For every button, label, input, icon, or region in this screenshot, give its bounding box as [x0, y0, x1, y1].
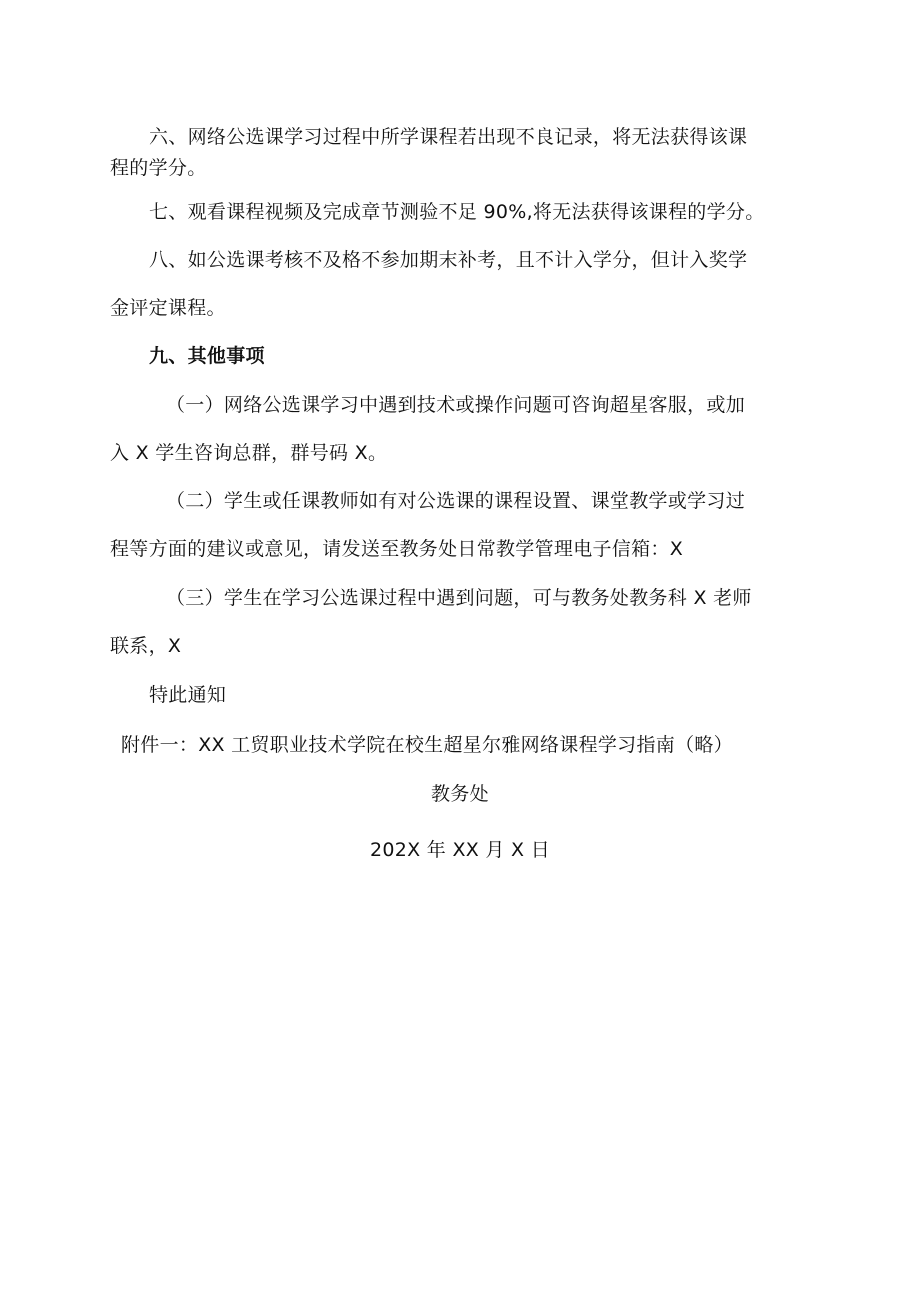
item-6-line-2: 程的学分。: [110, 157, 207, 179]
closing-text: 特此通知: [149, 684, 227, 706]
signature: 教务处: [431, 783, 489, 805]
date: 202X 年 XX 月 X 日: [369, 839, 551, 861]
subitem-3-line-2: 联系，X: [110, 635, 182, 657]
section-heading: 九、其他事项: [149, 345, 265, 367]
subitem-2-line-1: （二）学生或任课教师如有对公选课的课程设置、课堂教学或学习过: [166, 490, 746, 512]
item-8-line-2: 金评定课程。: [110, 297, 226, 319]
attachment-line: 附件一：XX 工贸职业技术学院在校生超星尔雅网络课程学习指南（略）: [121, 734, 733, 756]
subitem-1-line-1: （一）网络公选课学习中遇到技术或操作问题可咨询超星客服，或加: [166, 394, 746, 416]
item-6-line-1: 六、网络公选课学习过程中所学课程若出现不良记录，将无法获得该课: [149, 126, 748, 148]
subitem-1-line-2: 入 X 学生咨询总群，群号码 X。: [110, 442, 388, 464]
subitem-2-line-2: 程等方面的建议或意见，请发送至教务处日常教学管理电子信箱：X: [110, 538, 684, 560]
item-8-line-1: 八、如公选课考核不及格不参加期末补考，且不计入学分，但计入奖学: [149, 249, 748, 271]
subitem-3-line-1: （三）学生在学习公选课过程中遇到问题，可与教务处教务科 X 老师: [166, 587, 752, 609]
item-7-line-1: 七、观看课程视频及完成章节测验不足 90%,将无法获得该课程的学分。: [149, 201, 765, 223]
